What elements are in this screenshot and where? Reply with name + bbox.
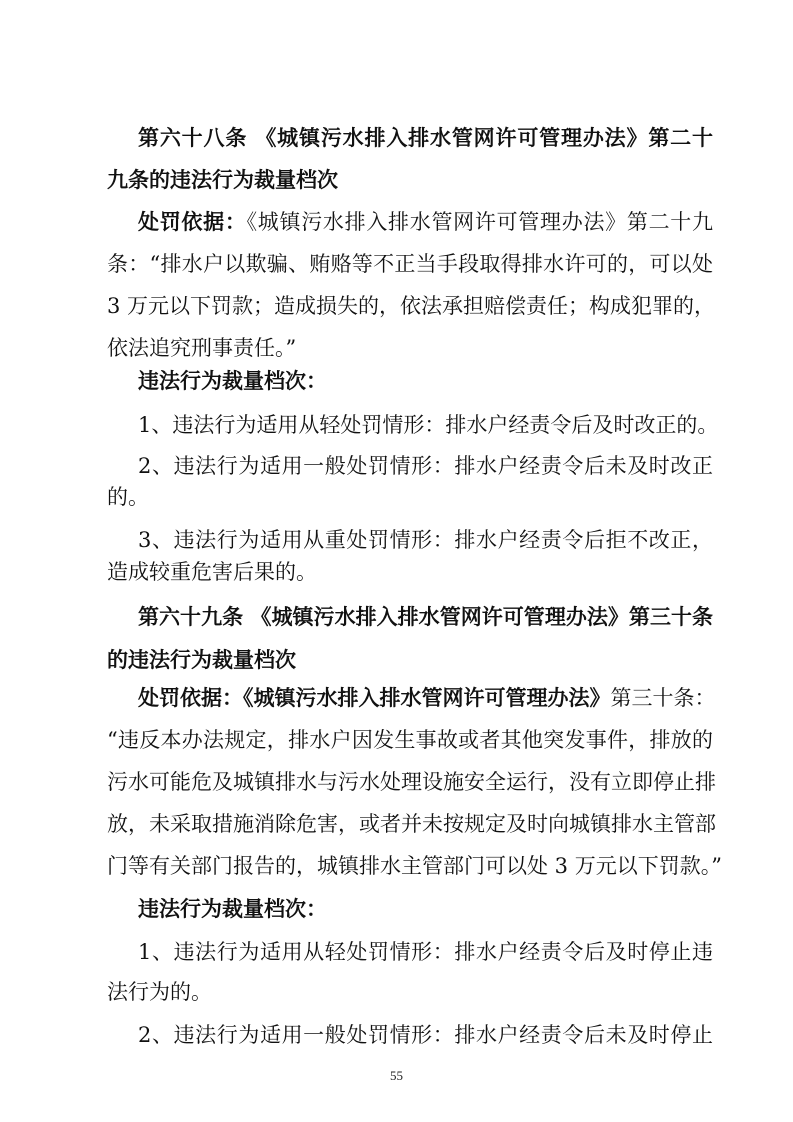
bold-text: 第六十八条 《城镇污水排入排水管网许可管理办法》第二十 — [138, 126, 713, 150]
bold-text: 处罚依据： — [138, 210, 247, 234]
body-text: 1、违法行为适用从轻处罚情形：排水户经责令后及时改正的。 — [138, 413, 719, 437]
body-text: 依法追究刑事责任。” — [107, 336, 297, 360]
text-line — [138, 937, 713, 967]
text-line — [107, 249, 713, 279]
body-text: 2、违法行为适用一般处罚情形：排水户经责令后未及时停止 — [138, 1023, 713, 1047]
text-line — [107, 333, 713, 363]
text-line — [138, 410, 719, 440]
bold-text: 九条的违法行为裁量档次 — [107, 168, 338, 192]
body-text: 造成较重危害后果的。 — [107, 560, 317, 584]
body-text: 的。 — [107, 485, 149, 509]
body-text: “违反本办法规定，排水户因发生事故或者其他突发事件，排放的 — [107, 728, 713, 752]
body-text: 污水可能危及城镇排水与污水处理设施安全运行，没有立即停止排 — [107, 770, 716, 794]
text-line — [107, 165, 713, 195]
text-line — [107, 291, 716, 321]
text-line — [107, 482, 713, 512]
text-line — [107, 725, 713, 755]
body-text: 条：“排水户以欺骗、贿赂等不正当手段取得排水许可的，可以处 — [107, 252, 713, 276]
bold-text: 处罚依据：《城镇污水排入排水管网许可管理办法》 — [138, 686, 611, 710]
text-line — [138, 366, 713, 396]
bold-text: 违法行为裁量档次： — [138, 897, 327, 921]
text-line — [107, 977, 713, 1007]
text-line — [138, 894, 713, 924]
body-text: 3 万元以下罚款；造成损失的，依法承担赔偿责任；构成犯罪的， — [107, 294, 716, 318]
body-text: 门等有关部门报告的，城镇排水主管部门可以处 3 万元以下罚款。” — [107, 854, 722, 878]
body-text: 3、违法行为适用从重处罚情形：排水户经责令后拒不改正， — [138, 528, 713, 552]
bold-text: 第六十九条 《城镇污水排入排水管网许可管理办法》第三十条 — [138, 605, 713, 629]
text-line — [107, 809, 716, 839]
body-text: 第三十条： — [610, 686, 716, 710]
text-line — [138, 451, 713, 481]
text-line — [107, 851, 722, 881]
body-text: 《城镇污水排入排水管网许可管理办法》第二十九 — [246, 210, 714, 234]
text-line — [107, 767, 716, 797]
text-line — [107, 557, 713, 587]
text-line — [138, 525, 713, 555]
text-line — [138, 1020, 713, 1050]
bold-text: 违法行为裁量档次： — [138, 369, 327, 393]
body-text: 放，未采取措施消除危害，或者并未按规定及时向城镇排水主管部 — [107, 812, 716, 836]
body-text: 1、违法行为适用从轻处罚情形：排水户经责令后及时停止违 — [138, 940, 713, 964]
text-line — [138, 123, 713, 153]
text-line — [138, 683, 716, 713]
body-text: 2、违法行为适用一般处罚情形：排水户经责令后未及时改正 — [138, 454, 713, 478]
text-line — [138, 602, 713, 632]
text-line — [138, 207, 713, 237]
page-number: 55 — [390, 1068, 403, 1083]
text-line — [107, 645, 713, 675]
body-text: 法行为的。 — [107, 980, 212, 1004]
bold-text: 的违法行为裁量档次 — [107, 648, 296, 672]
